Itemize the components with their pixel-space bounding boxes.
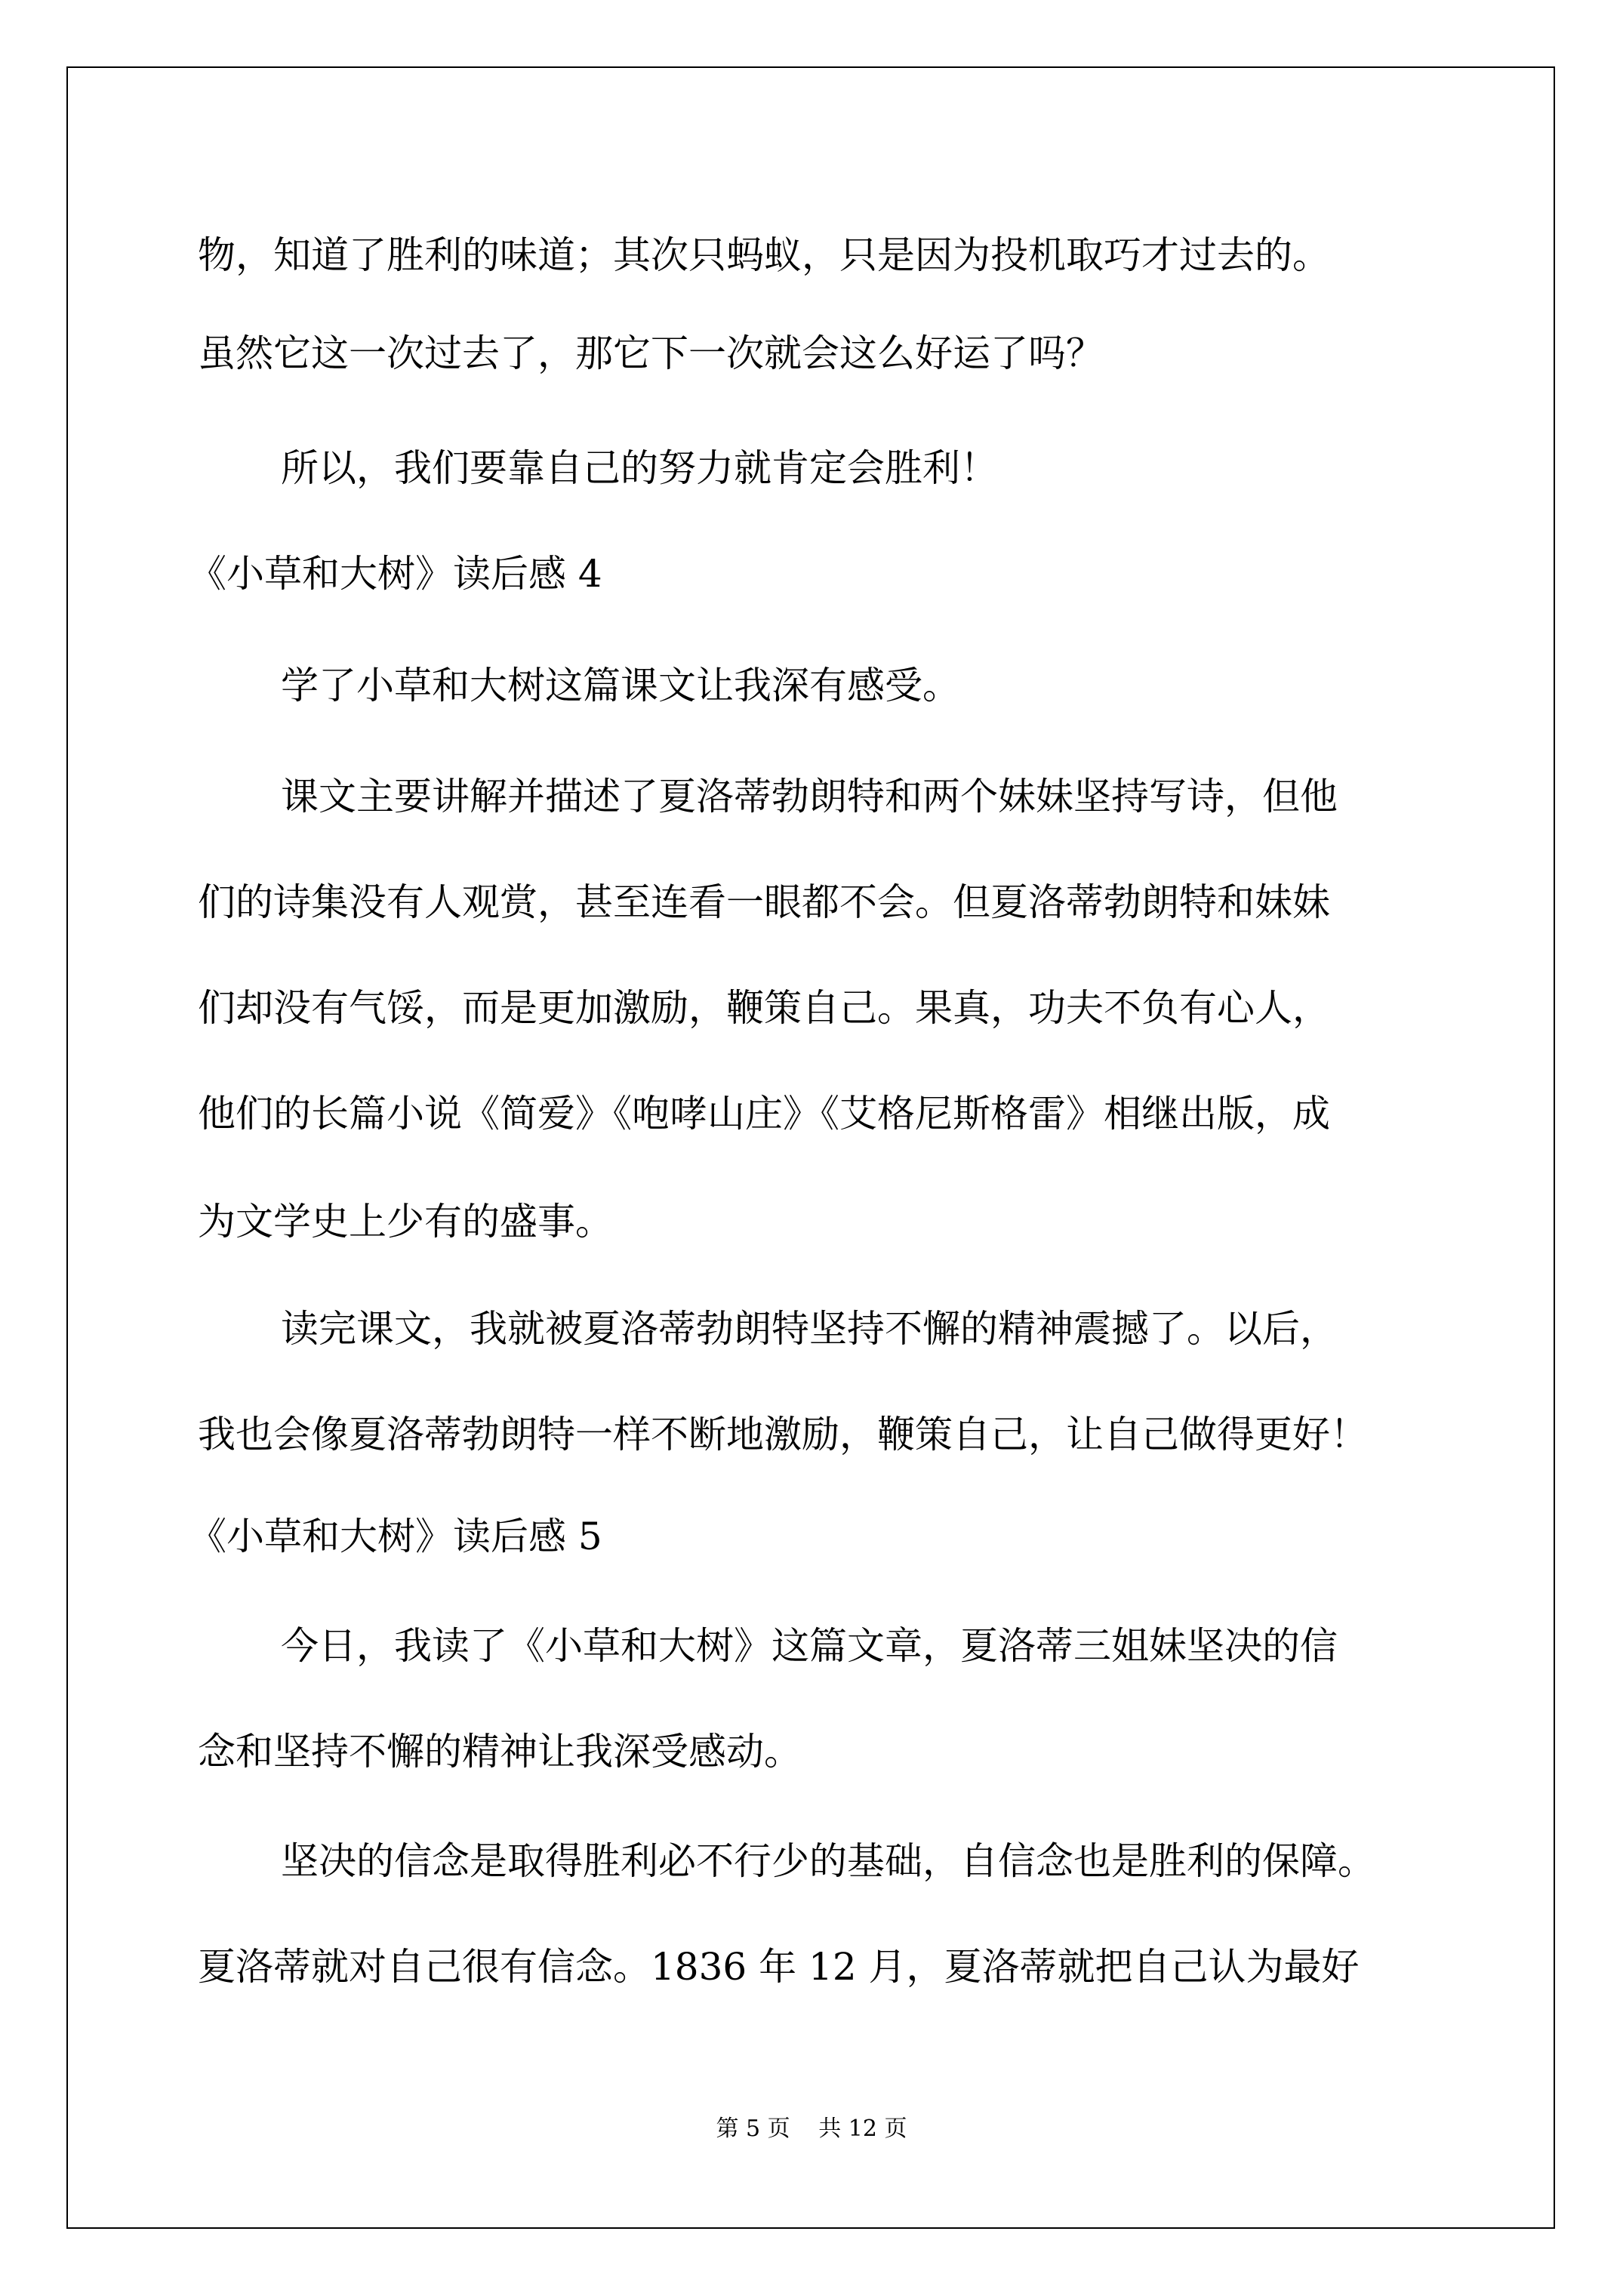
page-number: 第 5 页: [716, 2116, 790, 2142]
text-line: 们的诗集没有人观赏，甚至连看一眼都不会。但夏洛蒂勃朗特和妹妹: [198, 880, 1330, 924]
text-line: 物，知道了胜利的味道；其次只蚂蚁，只是因为投机取巧才过去的。: [198, 233, 1330, 277]
section-heading: 《小草和大树》读后感 5: [189, 1515, 602, 1558]
text-line: 我也会像夏洛蒂勃朗特一样不断地激励，鞭策自己，让自己做得更好！: [198, 1413, 1368, 1456]
text-line: 夏洛蒂就对自己很有信念。1836 年 12 月，夏洛蒂就把自己认为最好: [198, 1945, 1360, 1989]
text-line: 所以，我们要靠自己的努力就肯定会胜利！: [281, 446, 998, 490]
text-line: 学了小草和大树这篇课文让我深有感受。: [281, 664, 960, 707]
text-line: 念和坚持不懈的精神让我深受感动。: [198, 1730, 802, 1774]
text-line: 他们的长篇小说《简爱》《咆哮山庄》《艾格尼斯格雷》相继出版，成: [198, 1092, 1330, 1136]
page-footer: [0, 2114, 1623, 2144]
text-line: 虽然它这一次过去了，那它下一次就会这么好运了吗？: [198, 331, 1104, 375]
page-total: 共 12 页: [818, 2116, 907, 2142]
text-line: 读完课文，我就被夏洛蒂勃朗特坚持不懈的精神震撼了。以后，: [281, 1307, 1338, 1351]
text-line: 课文主要讲解并描述了夏洛蒂勃朗特和两个妹妹坚持写诗，但他: [281, 775, 1338, 818]
text-line: 为文学史上少有的盛事。: [198, 1200, 613, 1244]
text-line: 们却没有气馁，而是更加激励，鞭策自己。果真，功夫不负有心人，: [198, 986, 1330, 1030]
section-heading: 《小草和大树》读后感 4: [189, 552, 602, 596]
text-line: 坚决的信念是取得胜利必不行少的基础，自信念也是胜利的保障。: [281, 1839, 1375, 1883]
page-border: [66, 66, 1555, 2229]
text-line: 今日，我读了《小草和大树》这篇文章，夏洛蒂三姐妹坚决的信: [281, 1624, 1338, 1668]
